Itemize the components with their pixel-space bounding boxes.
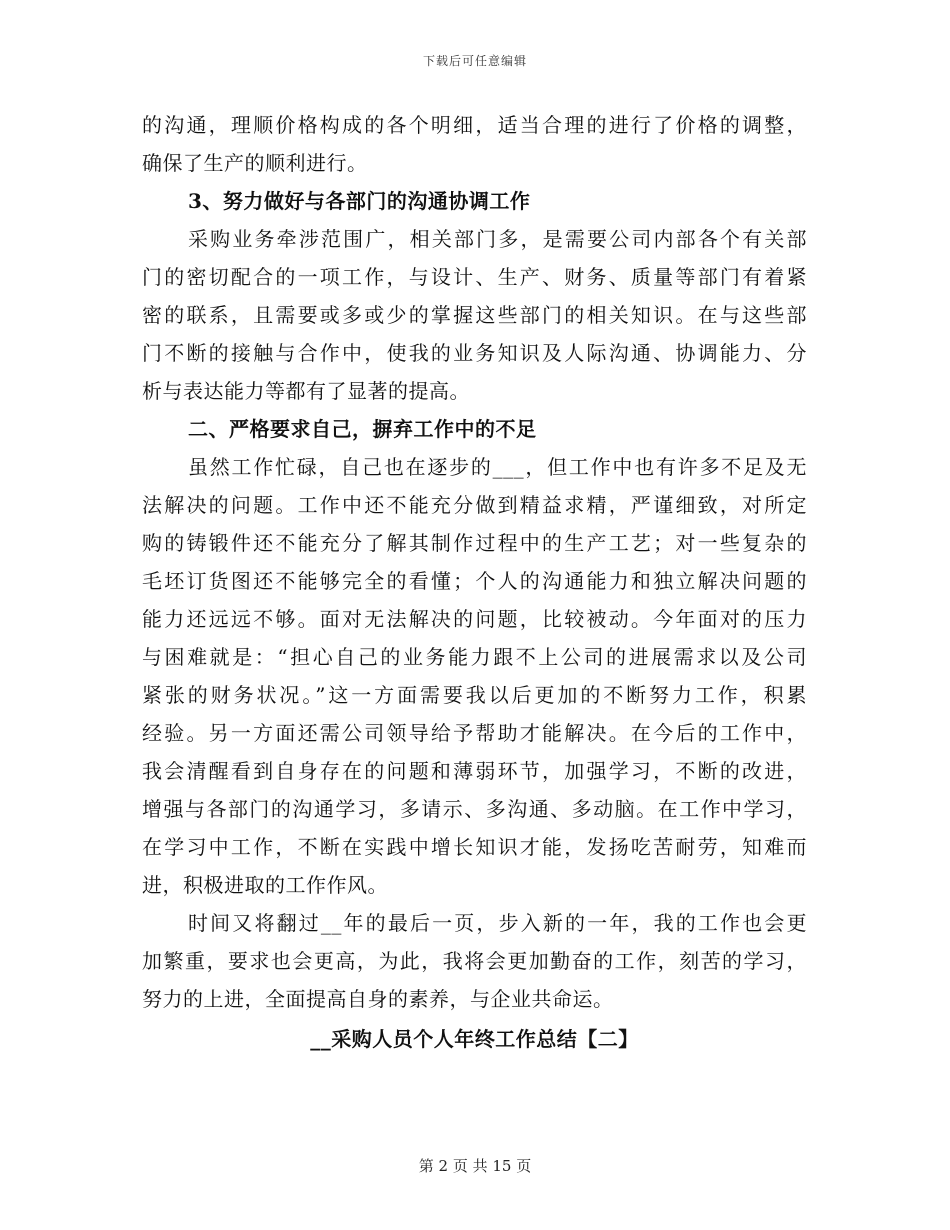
paragraph-line: 法解决的问题。工作中还不能充分做到精益求精，严谨细致，对所定 <box>142 493 807 517</box>
paragraph-line: 确保了生产的顺利进行。 <box>142 151 368 175</box>
paragraph-line: 加繁重，要求也会更高，为此，我将会更加勤奋的工作，刻苦的学习， <box>142 949 807 973</box>
paragraph-line: 购的铸锻件还不能充分了解其制作过程中的生产工艺；对一些复杂的 <box>142 531 807 555</box>
paragraph-line: 增强与各部门的沟通学习，多请示、多沟通、多动脑。在工作中学习， <box>142 797 807 821</box>
paragraph-line: 能力还远远不够。面对无法解决的问题，比较被动。今年面对的压力 <box>142 607 807 631</box>
paragraph-line: 努力的上进，全面提高自身的素养，与企业共命运。 <box>142 987 614 1011</box>
document-title: __采购人员个人年终工作总结【二】 <box>310 1027 639 1051</box>
page-number: 第 2 页 共 15 页 <box>418 1157 532 1175</box>
section-heading: 3、努力做好与各部门的沟通协调工作 <box>188 189 531 213</box>
paragraph-line: 虽然工作忙碌，自己也在逐步的___，但工作中也有许多不足及无 <box>188 455 807 479</box>
paragraph-line: 我会清醒看到自身存在的问题和薄弱环节，加强学习，不断的改进， <box>142 759 807 783</box>
paragraph-line: 门的密切配合的一项工作，与设计、生产、财务、质量等部门有着紧 <box>142 265 807 289</box>
paragraph-line: 采购业务牵涉范围广，相关部门多，是需要公司内部各个有关部 <box>188 227 807 251</box>
paragraph-line: 密的联系，且需要或多或少的掌握这些部门的相关知识。在与这些部 <box>142 303 807 327</box>
paragraph-line: 紧张的财务状况。”这一方面需要我以后更加的不断努力工作，积累 <box>142 683 807 707</box>
paragraph-line: 的沟通，理顺价格构成的各个明细，适当合理的进行了价格的调整， <box>142 113 807 137</box>
paragraph-line: 在学习中工作，不断在实践中增长知识才能，发扬吃苦耐劳，知难而 <box>142 835 807 859</box>
paragraph-line: 时间又将翻过__年的最后一页，步入新的一年，我的工作也会更 <box>188 911 807 935</box>
paragraph-line: 经验。另一方面还需公司领导给予帮助才能解决。在今后的工作中， <box>142 721 807 745</box>
paragraph-line: 毛坯订货图还不能够完全的看懂；个人的沟通能力和独立解决问题的 <box>142 569 807 593</box>
page-header: 下载后可任意编辑 <box>422 54 527 68</box>
section-heading: 二、严格要求自己，摒弃工作中的不足 <box>188 417 537 441</box>
paragraph-line: 进，积极进取的工作作风。 <box>142 873 388 897</box>
document-body <box>142 106 807 1058</box>
paragraph-line: 门不断的接触与合作中，使我的业务知识及人际沟通、协调能力、分 <box>142 341 807 365</box>
paragraph-line: 析与表达能力等都有了显著的提高。 <box>142 379 470 403</box>
paragraph-line: 与困难就是：“担心自己的业务能力跟不上公司的进展需求以及公司 <box>142 645 807 669</box>
